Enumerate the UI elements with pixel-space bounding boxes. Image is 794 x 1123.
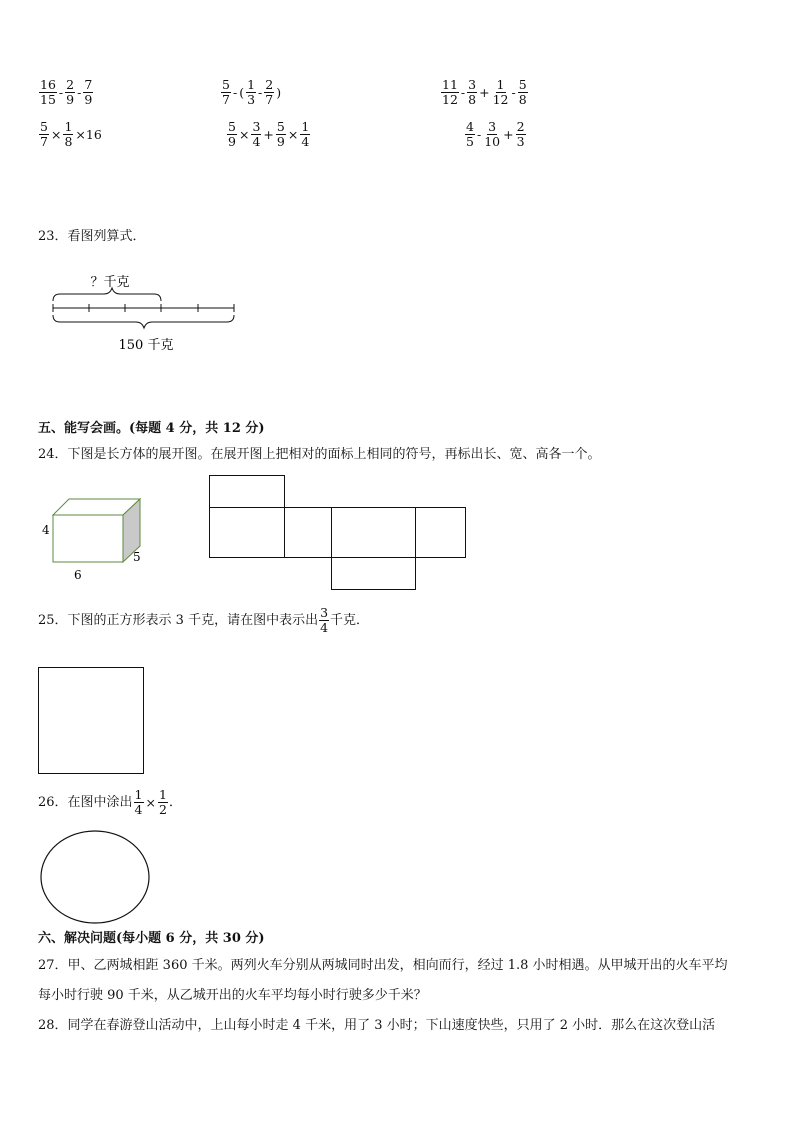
fraction: $\frac{2}{9}$ xyxy=(66,77,75,107)
operator: × xyxy=(145,794,156,810)
operator: × xyxy=(50,127,62,142)
fraction: $\frac{1}{4}$ xyxy=(301,119,310,149)
operator: - xyxy=(77,85,82,100)
net-face-center-left[interactable] xyxy=(284,507,332,558)
section-6-title: 六、解决问题(每小题 6 分，共 30 分) xyxy=(38,931,265,946)
expression-2 xyxy=(220,78,282,107)
question-26-suffix: ． xyxy=(168,794,182,810)
operator: × xyxy=(238,127,250,142)
question-25 xyxy=(38,606,369,635)
expression-3 xyxy=(440,78,529,107)
operator: + xyxy=(479,85,490,100)
expression-4 xyxy=(38,120,103,149)
fraction: $\frac{5}{9}$ xyxy=(228,119,236,149)
question-27-line-1: 27．甲、乙两城相距 360 千米。两列火车分别从两城同时出发，相向而行，经过 1.8 小时相遇。从甲城开出的火车平均 xyxy=(38,958,728,973)
operator: - xyxy=(58,85,64,100)
right-paren: ) xyxy=(276,85,282,100)
operator: - xyxy=(511,85,516,100)
operator: ×16 xyxy=(75,127,102,142)
cuboid-height-label: 4 xyxy=(42,523,50,537)
fraction: $\frac{1}{3}$ xyxy=(247,77,256,107)
operator: - xyxy=(460,85,466,100)
section-5-title: 五、能写会画。(每题 4 分，共 12 分) xyxy=(38,421,265,436)
question-27-line-2: 每小时行驶 90 千米，从乙城开出的火车平均每小时行驶多少千米？ xyxy=(38,988,427,1003)
net-face-left[interactable] xyxy=(209,507,285,558)
left-paren: ( xyxy=(239,85,245,100)
operator: - xyxy=(476,127,482,142)
cuboid-figure xyxy=(36,490,156,590)
fraction: $\frac{11}{12}$ xyxy=(442,77,458,107)
fraction: $\frac{2}{3}$ xyxy=(516,119,525,149)
q23-segment-diagram xyxy=(40,268,250,358)
fraction: $\frac{5}{8}$ xyxy=(518,77,527,107)
fraction: $\frac{1}{12}$ xyxy=(492,77,509,107)
net-face-bottom[interactable] xyxy=(331,557,416,590)
expression-6 xyxy=(464,120,527,149)
fraction: $\frac{3}{8}$ xyxy=(468,77,477,107)
fraction: $\frac{4}{5}$ xyxy=(466,119,474,149)
fraction: $\frac{1}{4}$ xyxy=(134,787,143,817)
circle-figure[interactable] xyxy=(38,828,154,928)
operator: + xyxy=(263,127,274,142)
fraction: $\frac{3}{4}$ xyxy=(252,119,261,149)
fraction: $\frac{1}{2}$ xyxy=(158,787,167,817)
net-face-top[interactable] xyxy=(209,475,285,508)
question-25-suffix: 千克． xyxy=(330,612,370,628)
question-25-prefix: 25．下图的正方形表示 3 千克，请在图中表示出 xyxy=(38,612,319,628)
question-28-line-1: 28．同学在春游登山活动中，上山每小时走 4 千米，用了 3 小时；下山速度快些，只用了 2 小时．那么在这次登山活 xyxy=(38,1018,716,1033)
net-face-center[interactable] xyxy=(331,507,416,558)
expression-1 xyxy=(38,78,94,107)
q23-top-label: ？千克 xyxy=(90,275,130,290)
cuboid-front-face xyxy=(53,515,123,562)
fraction: $\frac{16}{15}$ xyxy=(40,77,56,107)
fraction: $\frac{5}{7}$ xyxy=(222,77,230,107)
fraction: $\frac{3}{10}$ xyxy=(484,119,501,149)
question-24-text: 24．下图是长方体的展开图。在展开图上把相对的面标上相同的符号，再标出长、宽、高各一个。 xyxy=(38,447,601,462)
fraction: $\frac{5}{9}$ xyxy=(276,119,285,149)
net-face-right[interactable] xyxy=(415,507,466,558)
question-23-text: 23．看图列算式． xyxy=(38,229,146,244)
fraction: $\frac{7}{9}$ xyxy=(84,77,93,107)
fraction: $\frac{3}{4}$ xyxy=(320,605,329,635)
operator: - xyxy=(232,85,238,100)
q23-bottom-label: 150 千克 xyxy=(118,338,174,353)
operator: × xyxy=(287,127,299,142)
operator: - xyxy=(258,85,263,100)
cuboid-depth-label: 5 xyxy=(133,550,141,564)
expression-5 xyxy=(226,120,311,149)
square-figure[interactable] xyxy=(38,667,144,774)
fraction: $\frac{5}{7}$ xyxy=(40,119,48,149)
question-26 xyxy=(38,788,182,817)
fraction: $\frac{2}{7}$ xyxy=(265,77,274,107)
bottom-brace xyxy=(53,315,234,328)
operator: + xyxy=(503,127,514,142)
cuboid-length-label: 6 xyxy=(74,568,82,582)
question-26-prefix: 26．在图中涂出 xyxy=(38,794,133,810)
fraction: $\frac{1}{8}$ xyxy=(64,119,73,149)
